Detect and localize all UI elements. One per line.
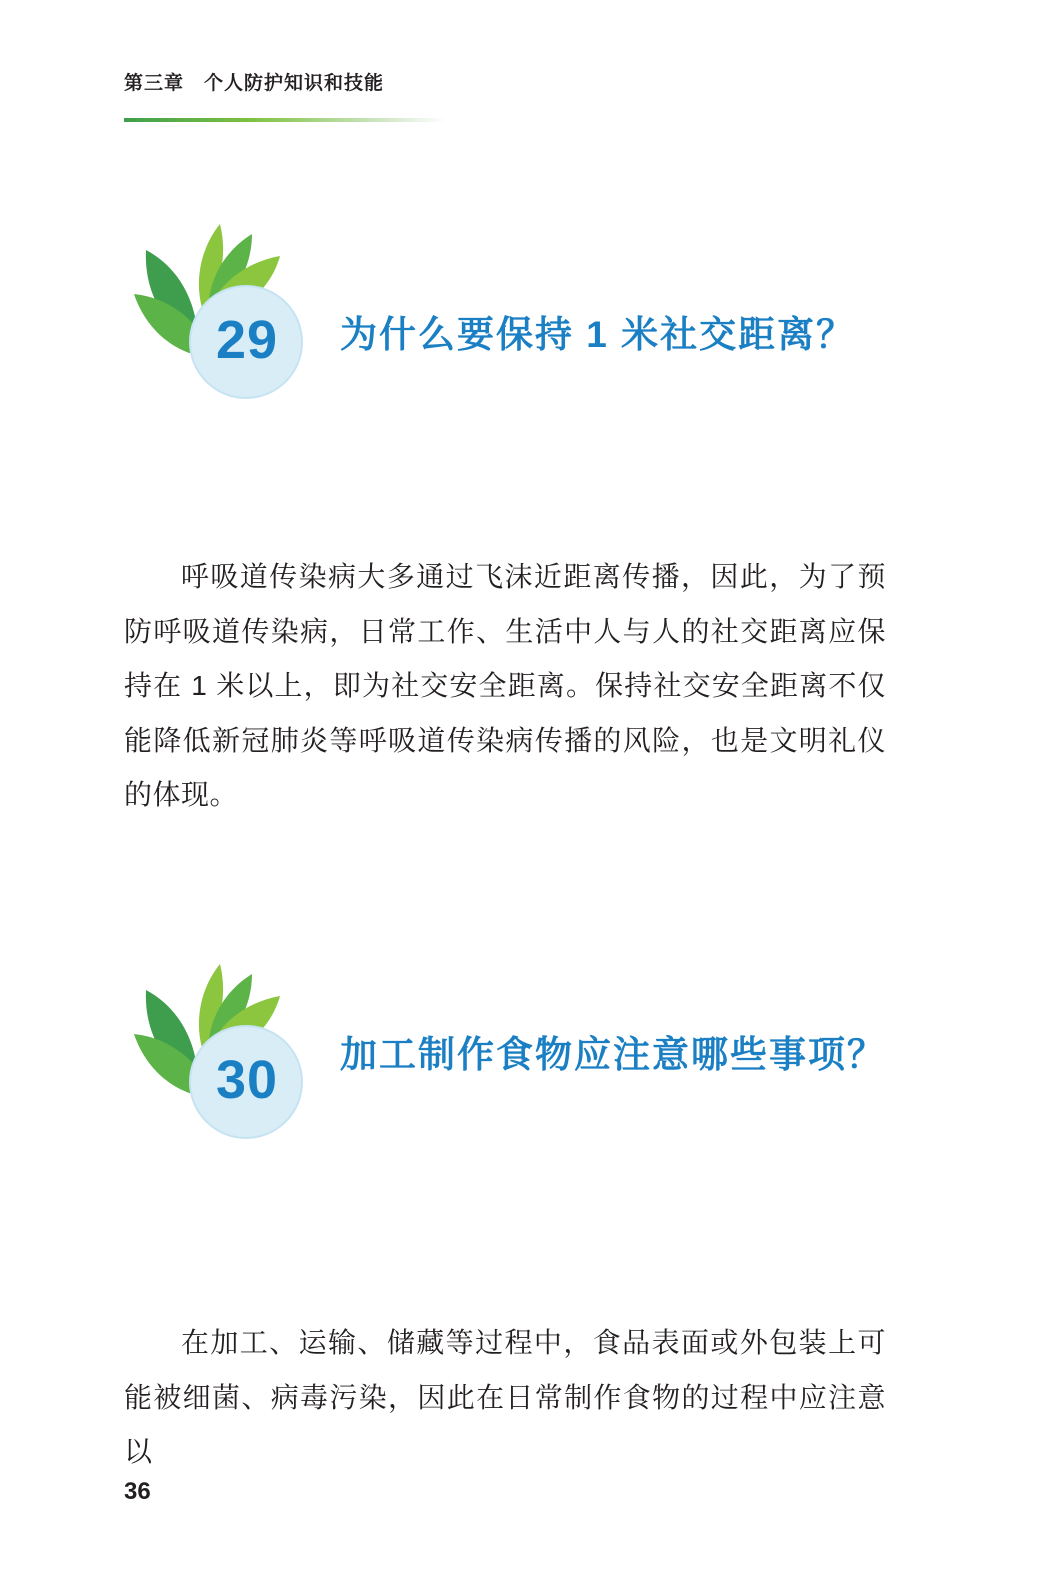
leaf-badge-icon: [124, 216, 314, 406]
question-title: 加工制作食物应注意哪些事项？: [340, 1034, 886, 1075]
question-block-29: [124, 268, 924, 406]
paragraph-29-text: 呼吸道传染病大多通过飞沫近距离传播，因此，为了预防呼吸道传染病，日常工作、生活中人与人的社交距离应保持在 1 米以上，即为社交安全距离。保持社交安全距离不仅能降低新冠肺炎等呼吸道传染病传播的风险，也是文明礼仪的体现。: [124, 561, 886, 811]
leaf-badge-icon: [124, 956, 314, 1146]
chapter-header: [124, 68, 884, 95]
header-divider: [124, 118, 446, 122]
question-block-30: [124, 1008, 924, 1146]
chapter-header-text: 第三章 个人防护知识和技能: [124, 73, 385, 94]
question-title: 为什么要保持 1 米社交距离？: [340, 314, 856, 355]
paragraph-29: [124, 550, 886, 823]
question-number: 29: [215, 310, 279, 370]
question-number: 30: [215, 1050, 279, 1110]
page-number: 36: [124, 1478, 151, 1505]
paragraph-30: [124, 1316, 886, 1480]
paragraph-30-text: 在加工、运输、储藏等过程中，食品表面或外包装上可能被细菌、病毒污染，因此在日常制作食物的过程中应注意以: [124, 1327, 886, 1468]
